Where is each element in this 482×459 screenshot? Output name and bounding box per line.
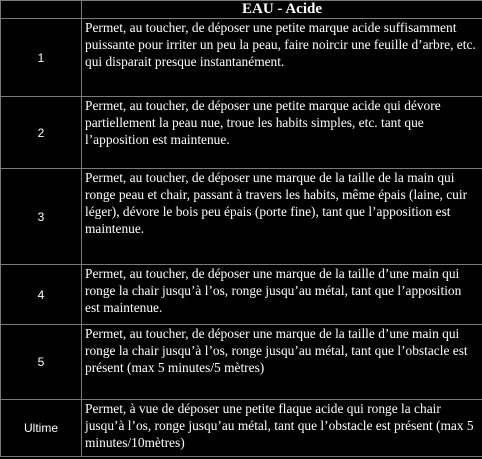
table-row [1,169,482,265]
level-cell: 3 [1,169,82,265]
description-cell: Permet, au toucher, de déposer une marque de la taille d’une main qui ronge la chair jusqu’à l’os, ronge jusqu’au métal, tant que l’obstacle est présent (max 5 minutes/5 mètres) [82,325,482,400]
header-blank-cell [1,1,82,19]
level-cell: 4 [1,265,82,325]
table-row [1,325,482,400]
level-cell: 2 [1,97,82,169]
description-cell: Permet, au toucher, de déposer une petite marque acide suffisamment puissante pour irriter un peu la peau, faire noircir une feuille d’arbre, etc. qui disparait presque instantanément. [82,19,482,97]
description-cell: Permet, au toucher, de déposer une marque de la taille d’une main qui ronge la chair jusqu’à l’os, ronge jusqu’au métal, tant que l’apposition est maintenue. [82,265,482,325]
description-cell: Permet, à vue de déposer une petite flaque acide qui ronge la chair jusqu’à l’os, ronge jusqu’au métal, tant que l’obstacle est présent (max 5 minutes/10mètres) [82,400,482,457]
table-row [1,400,482,457]
table-header-row [1,1,482,19]
description-cell: Permet, au toucher, de déposer une marque de la taille de la main qui ronge peau et chair, passant à travers les habits, même épais (laine, cuir léger), dévore le bois peu épais (porte fine), tant que l’apposition est maintenue. [82,169,482,265]
description-cell: Permet, au toucher, de déposer une petite marque acide qui dévore partiellement la peau nue, troue les habits simples, etc. tant que l’apposition est maintenue. [82,97,482,169]
table-title: EAU - Acide [82,1,482,19]
table-row [1,97,482,169]
level-cell: 5 [1,325,82,400]
level-cell: 1 [1,19,82,97]
table-row [1,265,482,325]
level-cell: Ultime [1,400,82,457]
table-row [1,19,482,97]
